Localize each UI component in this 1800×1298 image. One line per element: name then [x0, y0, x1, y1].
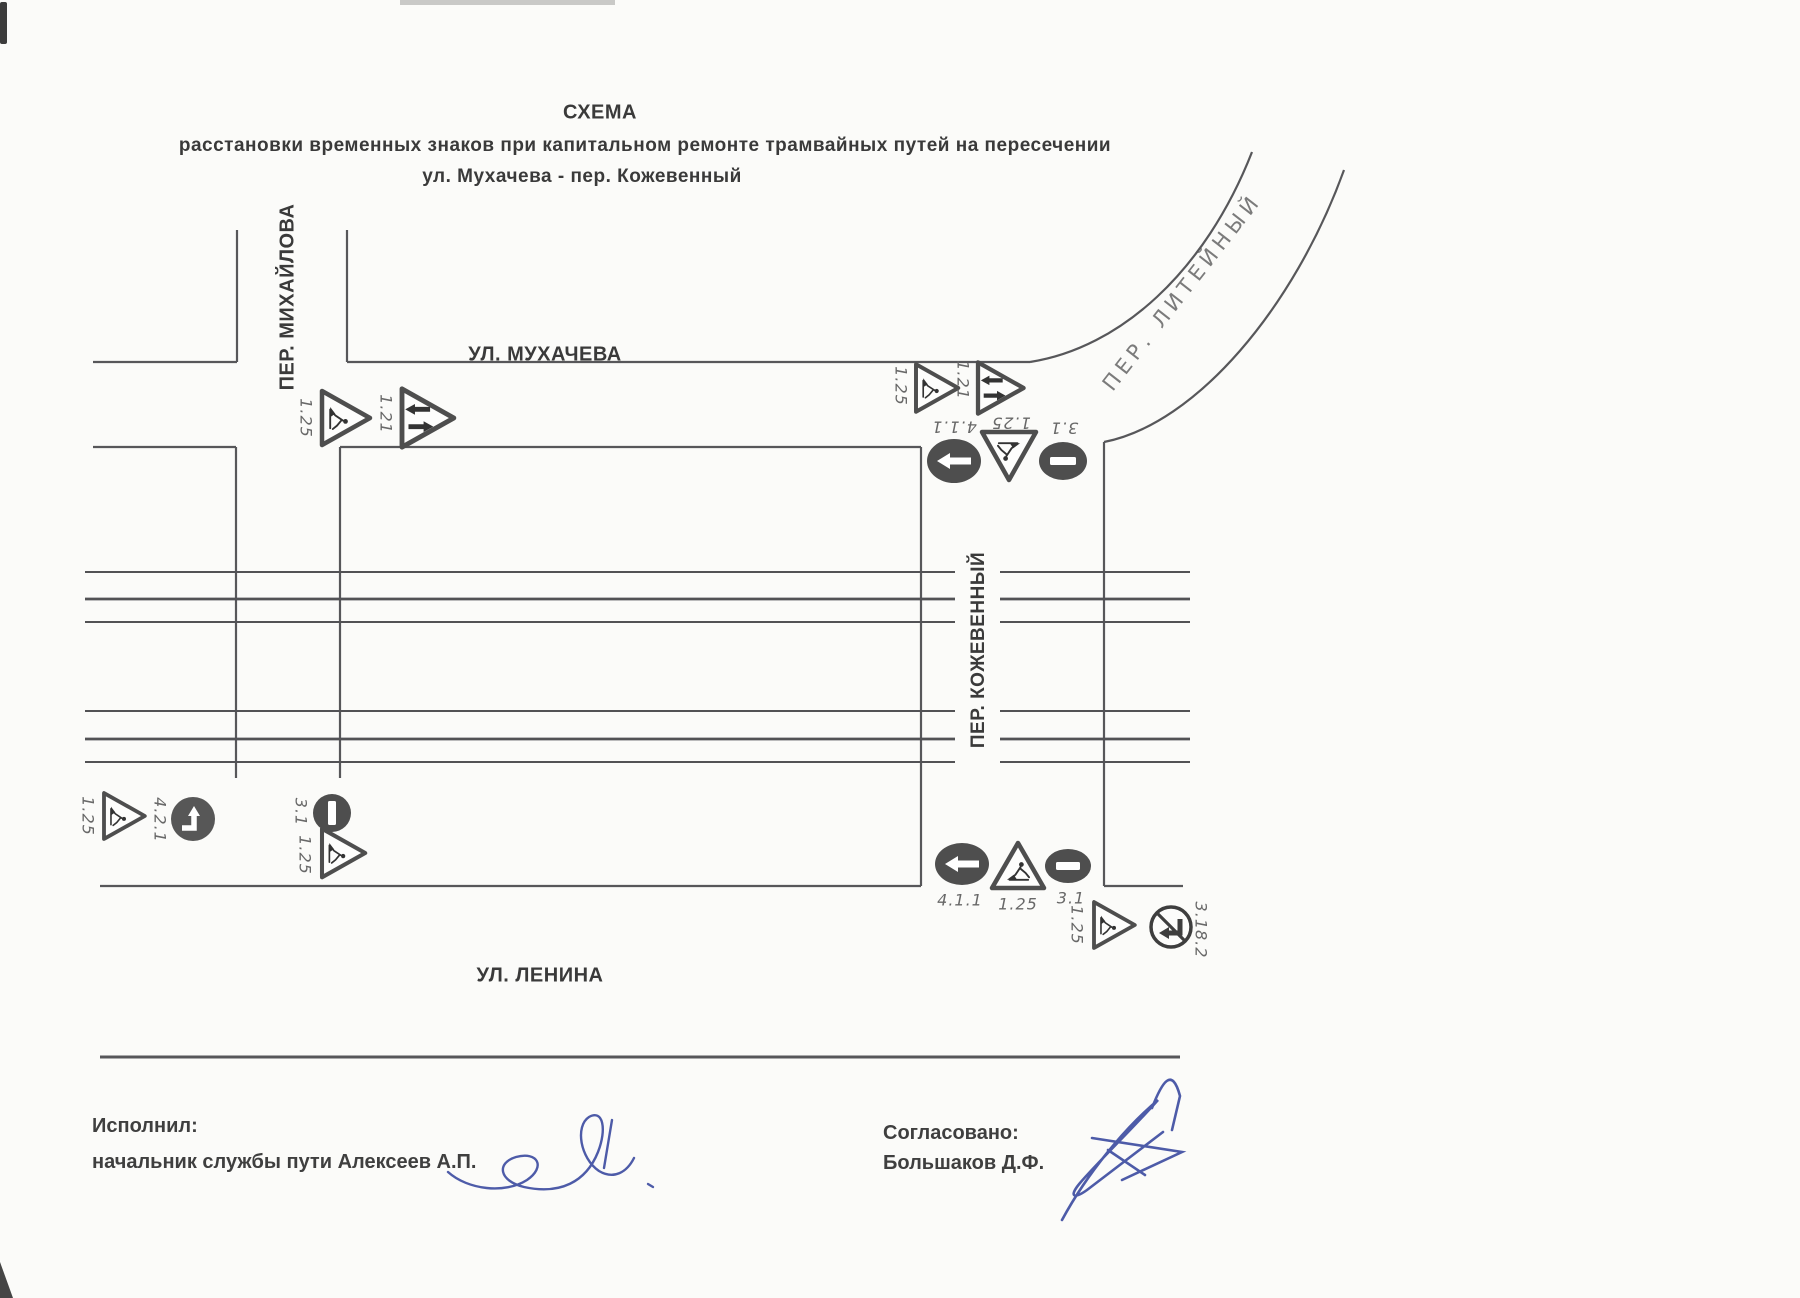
sign-number-label: 3.1 — [1049, 418, 1079, 438]
approved-label: Согласовано: — [883, 1122, 1019, 1144]
street-label-kozhevenny: ПЕР. КОЖЕВЕННЫЙ — [968, 551, 989, 749]
road-works-sign-icon — [992, 843, 1044, 888]
sign-number-label: 3.1 — [291, 797, 311, 827]
sign-number-label: 3.18.2 — [1191, 901, 1211, 959]
road-works-sign-icon — [104, 793, 145, 839]
street-label-mukhacheva: УЛ. МУХАЧЕВА — [468, 343, 622, 366]
sign-number-label: 1.25 — [1067, 905, 1087, 945]
sign-number-label: 3.1 — [1056, 888, 1086, 908]
sign-number-label: 4.1.1 — [937, 890, 983, 910]
street-label-liteyny: ПЕР. ЛИТЕЙНЫЙ — [1097, 188, 1267, 396]
scheme-subtitle: расстановки временных знаков при капитальном ремонте трамвайных путей на пересечении — [178, 135, 1112, 156]
no-entry-sign-icon — [1045, 849, 1091, 883]
turn-direction-sign-icon — [171, 797, 215, 841]
sign-number-label: 1.21 — [376, 394, 396, 434]
tram-tracks — [85, 572, 1190, 762]
sign-number-label: 1.25 — [296, 398, 316, 438]
sign-number-label: 1.25 — [891, 366, 911, 406]
executor-name: начальник службы пути Алексеев А.П. — [92, 1151, 477, 1173]
road-works-sign-icon — [982, 432, 1036, 480]
sign-number-label: 1.21 — [953, 360, 973, 400]
mandatory-direction-sign-icon — [935, 843, 989, 885]
sign-number-label: 1.25 — [78, 796, 98, 836]
street-label-mikhailova: ПЕР. МИХАЙЛОВА — [276, 203, 299, 391]
road-works-sign-icon — [916, 364, 958, 412]
executor-signature — [448, 1115, 653, 1189]
two-way-traffic-sign-icon — [402, 389, 454, 447]
sign-number-label: 1.25 — [998, 894, 1038, 914]
sign-number-label: 1.25 — [295, 835, 315, 875]
road-works-sign-icon — [1094, 902, 1135, 948]
road-works-sign-icon — [322, 829, 365, 878]
no-entry-sign-icon — [1039, 442, 1087, 480]
approver-signature — [1062, 1080, 1182, 1220]
scheme-title: СХЕМА — [563, 101, 637, 124]
no-entry-sign-icon — [313, 794, 351, 832]
sign-number-label: 4.1.1 — [931, 417, 977, 437]
sign-number-label: 4.2.1 — [150, 797, 170, 843]
sign-number-label: 1.25 — [991, 413, 1031, 433]
street-label-lenina: УЛ. ЛЕНИНА — [476, 964, 604, 987]
executor-label: Исполнил: — [92, 1115, 198, 1137]
mandatory-direction-sign-icon — [927, 439, 981, 483]
two-way-traffic-sign-icon — [978, 362, 1024, 413]
road-works-sign-icon — [322, 391, 370, 445]
no-left-turn-sign-icon — [1151, 907, 1191, 947]
scheme-intersection: ул. Мухачева - пер. Кожевенный — [422, 166, 742, 187]
approved-name: Большаков Д.Ф. — [883, 1152, 1045, 1174]
